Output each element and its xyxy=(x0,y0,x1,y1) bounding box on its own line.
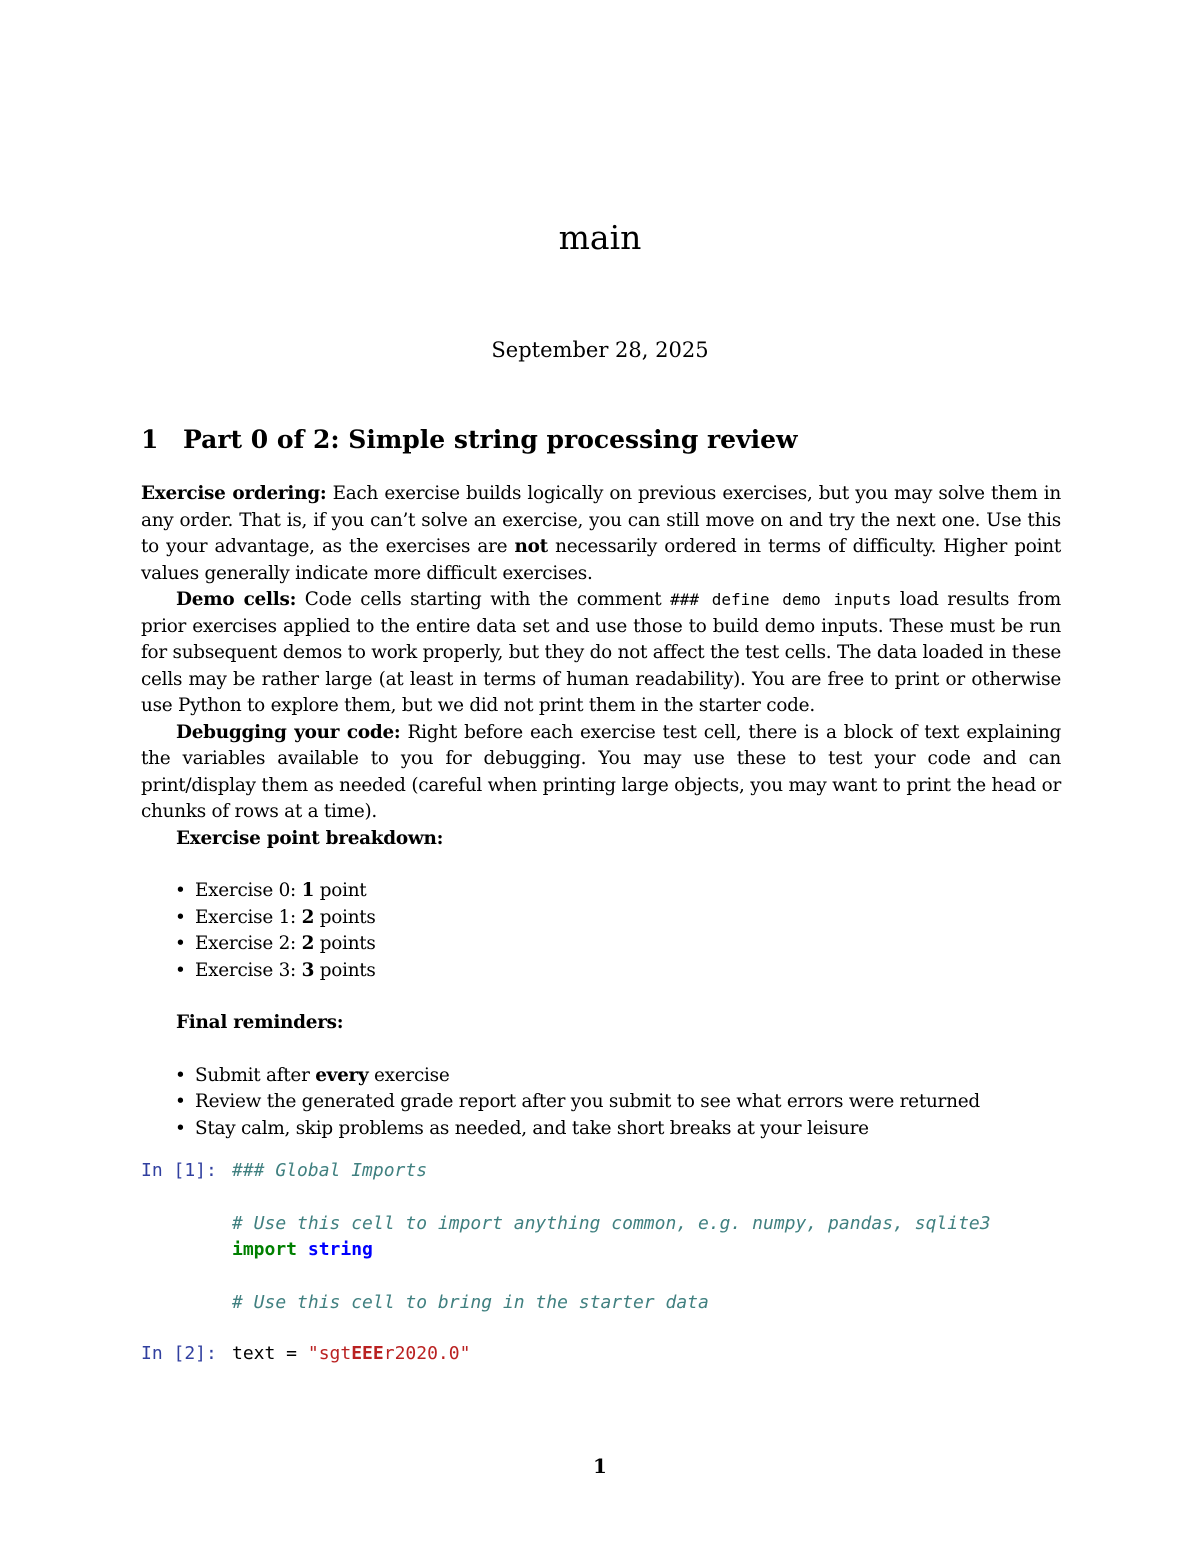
section-number: 1 xyxy=(141,425,159,454)
code-comment: # Use this cell to import anything common, e.g. numpy, pandas, sqlite3 xyxy=(232,1213,991,1234)
page-number: 1 xyxy=(593,1454,607,1478)
breakdown-list xyxy=(141,878,1061,984)
section-heading xyxy=(141,424,1061,456)
demo-inline-code: ### define demo inputs xyxy=(670,590,892,609)
list-item: • Review the generated grade report after you submit to see what errors were returned xyxy=(175,1089,1061,1116)
instructions-body xyxy=(141,481,1061,1142)
code-comment: # Use this cell to bring in the starter data xyxy=(232,1292,709,1313)
code-line xyxy=(141,1211,991,1238)
demo-paragraph xyxy=(141,587,1061,720)
ordering-not: not xyxy=(514,536,548,557)
reminders-label: Final reminders: xyxy=(176,1012,344,1033)
code-string: "sgt xyxy=(307,1343,352,1364)
code-module: string xyxy=(307,1239,373,1260)
demo-label: Demo cells: xyxy=(176,589,297,610)
list-item: • Exercise 2: 2 points xyxy=(175,931,1061,958)
code-variable: text = xyxy=(232,1343,308,1364)
debug-label: Debugging your code: xyxy=(176,721,401,743)
code-comment: ### Global Imports xyxy=(232,1160,428,1181)
ordering-label: Exercise ordering: xyxy=(141,483,327,504)
code-string-bold: EEE xyxy=(351,1343,384,1364)
document-title: main xyxy=(558,218,642,257)
list-item: • Exercise 1: 2 points xyxy=(175,905,1061,932)
cell-prompt: In [1]: xyxy=(141,1160,217,1181)
breakdown-label: Exercise point breakdown: xyxy=(176,827,444,849)
code-line xyxy=(141,1290,709,1317)
ordering-text-end: necessarily ordered in terms of difficulty. Higher point values generally indicate more difficult exercises. xyxy=(141,536,1061,584)
list-item: • Exercise 0: 1 point xyxy=(175,878,1061,905)
code-cell-2[interactable] xyxy=(141,1341,470,1368)
ordering-text: Each exercise builds logically on previous exercises, but you may solve them in any order. That is, if you can’t solve an exercise, you can still move on and try the next one. Use this to your advantage, as the exercises are xyxy=(141,483,1061,557)
code-string: r2020.0" xyxy=(383,1343,471,1364)
reminders-list xyxy=(141,1063,1061,1143)
breakdown-heading xyxy=(141,826,1061,853)
debug-text: Right before each exercise test cell, there is a block of text explaining the variables available to you for debugging. You may use these to test your code and can print/display them as needed (careful when printing large objects, you may want to print the head or chunks of rows at a time). xyxy=(141,721,1061,822)
code-line xyxy=(141,1237,373,1264)
code-cell-1[interactable] xyxy=(141,1158,427,1185)
cell-prompt: In [2]: xyxy=(141,1343,217,1364)
reminders-heading xyxy=(141,1010,1061,1037)
list-item: • Exercise 3: 3 points xyxy=(175,958,1061,985)
list-item: • Submit after every exercise xyxy=(175,1063,1061,1090)
demo-text-end: load results from prior exercises applied to the entire data set and use those to build demo inputs. These must be run for subsequent demos to work properly, but they do not affect the test cells. The data loaded in these cells may be rather large (at least in terms of human readability). You are free to print or otherwise use Python to explore them, but we did not print them in the starter code. xyxy=(141,589,1061,716)
ordering-paragraph xyxy=(141,481,1061,587)
document-date: September 28, 2025 xyxy=(491,338,709,362)
demo-text: Code cells starting with the comment xyxy=(296,589,671,610)
code-keyword: import xyxy=(232,1239,298,1260)
section-title: Part 0 of 2: Simple string processing review xyxy=(183,425,798,454)
debug-paragraph xyxy=(141,720,1061,826)
list-item: • Stay calm, skip problems as needed, and take short breaks at your leisure xyxy=(175,1116,1061,1143)
